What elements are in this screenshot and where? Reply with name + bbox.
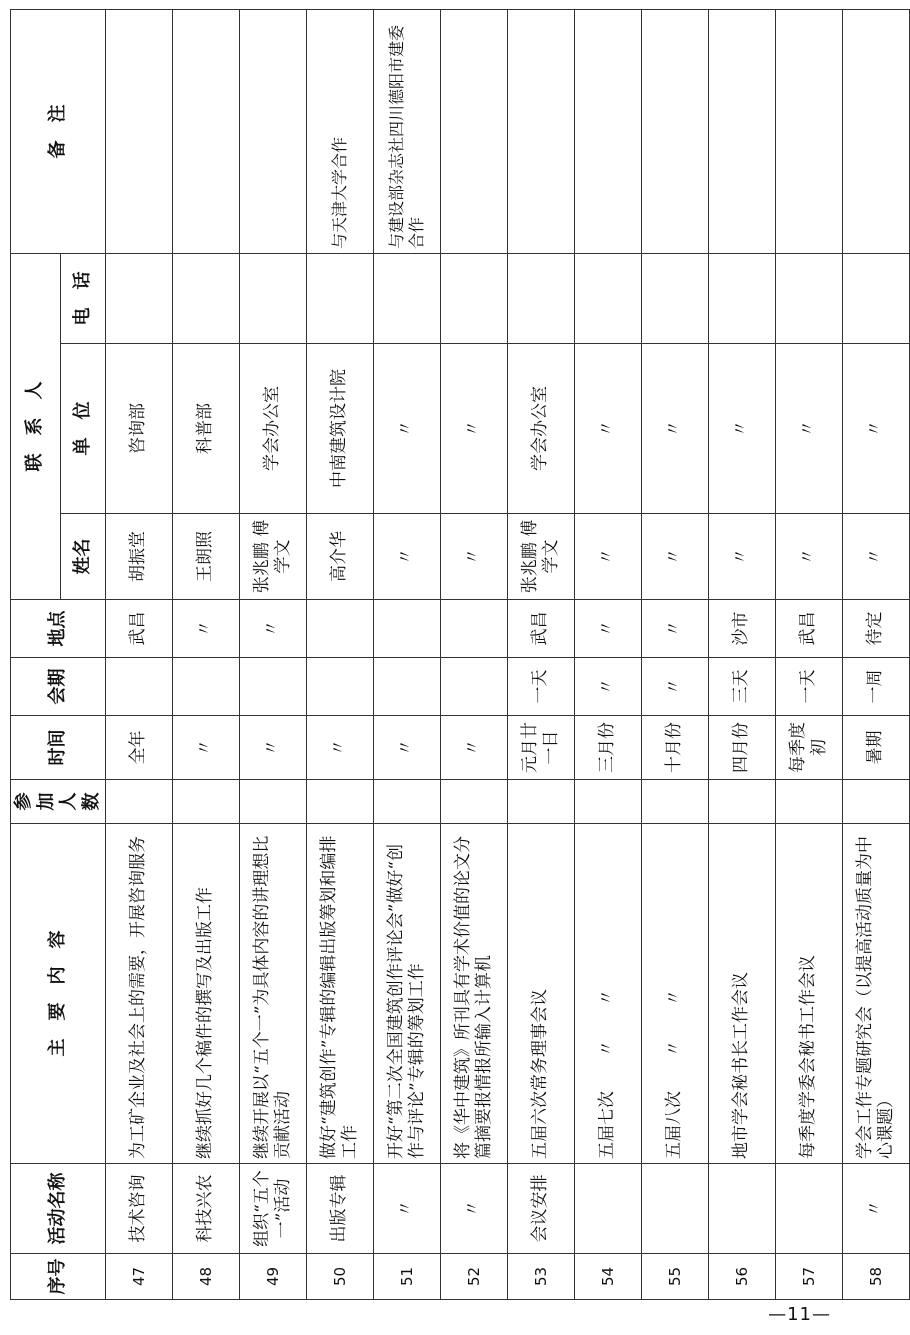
cell-note: 与天津大学合作 — [307, 10, 374, 254]
cell-activity — [642, 1164, 709, 1254]
cell-name: 张兆鹏 傅学文 — [508, 514, 575, 600]
cell-name: 〃 — [441, 514, 508, 600]
header-unit: 单 位 — [60, 344, 105, 514]
header-seq: 序号 — [11, 1254, 106, 1300]
cell-place — [374, 600, 441, 658]
cell-time: 十月份 — [642, 716, 709, 780]
cell-time: 四月份 — [709, 716, 776, 780]
rotated-table-container — [10, 10, 896, 1300]
cell-phone — [173, 254, 240, 344]
cell-phone — [106, 254, 173, 344]
cell-name: 〃 — [575, 514, 642, 600]
cell-seq: 50 — [307, 1254, 374, 1300]
cell-content: 地市学会秘书长工作会议 — [709, 824, 776, 1164]
cell-content: 继续抓好几个稿件的撰写及出版工作 — [173, 824, 240, 1164]
cell-seq: 58 — [843, 1254, 910, 1300]
cell-activity: 出版专辑 — [307, 1164, 374, 1254]
cell-activity — [776, 1164, 843, 1254]
cell-name: 〃 — [374, 514, 441, 600]
cell-participants — [843, 780, 910, 824]
cell-place: 武昌 — [106, 600, 173, 658]
table-row — [106, 10, 173, 1300]
cell-participants — [441, 780, 508, 824]
cell-duration — [441, 658, 508, 716]
cell-participants — [307, 780, 374, 824]
cell-place: 待定 — [843, 600, 910, 658]
table-row — [709, 10, 776, 1300]
cell-seq: 54 — [575, 1254, 642, 1300]
cell-phone — [307, 254, 374, 344]
cell-name: 〃 — [843, 514, 910, 600]
cell-phone — [508, 254, 575, 344]
cell-time: 〃 — [307, 716, 374, 780]
cell-seq: 57 — [776, 1254, 843, 1300]
cell-place: 武昌 — [776, 600, 843, 658]
cell-duration — [173, 658, 240, 716]
cell-note — [240, 10, 307, 254]
header-content: 主 要 内 容 — [11, 824, 106, 1164]
cell-content: 为工矿企业及社会上的需要，开展咨询服务 — [106, 824, 173, 1164]
table-row — [307, 10, 374, 1300]
cell-unit: 〃 — [441, 344, 508, 514]
cell-time: 〃 — [441, 716, 508, 780]
table-row — [240, 10, 307, 1300]
cell-activity: 会议安排 — [508, 1164, 575, 1254]
cell-seq: 48 — [173, 1254, 240, 1300]
cell-time: 〃 — [374, 716, 441, 780]
table-row — [843, 10, 910, 1300]
cell-duration: 一天 — [776, 658, 843, 716]
cell-name: 王朗照 — [173, 514, 240, 600]
cell-phone — [642, 254, 709, 344]
cell-participants — [776, 780, 843, 824]
header-duration: 会期 — [11, 658, 106, 716]
cell-seq: 53 — [508, 1254, 575, 1300]
cell-content: 学会工作专题研究会（以提高活动质量为中心课题） — [843, 824, 910, 1164]
cell-activity: 技术咨询 — [106, 1164, 173, 1254]
cell-time: 三月份 — [575, 716, 642, 780]
cell-participants — [173, 780, 240, 824]
cell-activity: 组织“五个一”活动 — [240, 1164, 307, 1254]
cell-name: 高介华 — [307, 514, 374, 600]
cell-unit: 咨询部 — [106, 344, 173, 514]
cell-duration — [106, 658, 173, 716]
cell-time: 暑期 — [843, 716, 910, 780]
cell-unit: 〃 — [709, 344, 776, 514]
cell-seq: 51 — [374, 1254, 441, 1300]
cell-phone — [240, 254, 307, 344]
cell-phone — [776, 254, 843, 344]
cell-content: 五届七次 〃 〃 — [575, 824, 642, 1164]
header-name: 姓名 — [60, 514, 105, 600]
cell-time: 〃 — [173, 716, 240, 780]
cell-duration: 〃 — [575, 658, 642, 716]
cell-unit: 〃 — [776, 344, 843, 514]
cell-name: 〃 — [709, 514, 776, 600]
header-activity: 活动名称 — [11, 1164, 106, 1254]
cell-name: 胡振堂 — [106, 514, 173, 600]
cell-note — [709, 10, 776, 254]
cell-seq: 47 — [106, 1254, 173, 1300]
cell-activity — [709, 1164, 776, 1254]
cell-seq: 56 — [709, 1254, 776, 1300]
cell-phone — [575, 254, 642, 344]
cell-participants — [106, 780, 173, 824]
cell-note — [642, 10, 709, 254]
cell-place: 沙市 — [709, 600, 776, 658]
cell-participants — [575, 780, 642, 824]
cell-place — [307, 600, 374, 658]
table-row — [441, 10, 508, 1300]
cell-note — [508, 10, 575, 254]
cell-note — [173, 10, 240, 254]
cell-duration: 三天 — [709, 658, 776, 716]
cell-seq: 52 — [441, 1254, 508, 1300]
cell-unit: 科普部 — [173, 344, 240, 514]
cell-note — [575, 10, 642, 254]
cell-unit: 中南建筑设计院 — [307, 344, 374, 514]
cell-phone — [709, 254, 776, 344]
cell-duration: 一天 — [508, 658, 575, 716]
cell-duration — [240, 658, 307, 716]
cell-content: 五届八次 〃 〃 — [642, 824, 709, 1164]
cell-participants — [240, 780, 307, 824]
header-row-1 — [11, 10, 61, 1300]
cell-participants — [642, 780, 709, 824]
cell-unit: 〃 — [575, 344, 642, 514]
header-time: 时间 — [11, 716, 106, 780]
cell-content: 继续开展以“五个一”为具体内容的讲理想比贡献活动 — [240, 824, 307, 1164]
cell-duration — [307, 658, 374, 716]
cell-activity: 〃 — [374, 1164, 441, 1254]
cell-time: 每季度初 — [776, 716, 843, 780]
cell-place: 〃 — [240, 600, 307, 658]
cell-note: 与建设部杂志社四川德阳市建委合作 — [374, 10, 441, 254]
cell-phone — [441, 254, 508, 344]
cell-content: 将《华中建筑》所刊具有学术价值的论文分篇摘要报情报所输入计算机 — [441, 824, 508, 1164]
cell-participants — [709, 780, 776, 824]
cell-seq: 49 — [240, 1254, 307, 1300]
header-contact: 联 系 人 — [11, 254, 61, 600]
table-row — [508, 10, 575, 1300]
cell-note — [843, 10, 910, 254]
table-row — [642, 10, 709, 1300]
cell-participants — [508, 780, 575, 824]
cell-time: 全年 — [106, 716, 173, 780]
cell-time: 〃 — [240, 716, 307, 780]
cell-unit: 〃 — [642, 344, 709, 514]
header-place: 地点 — [11, 600, 106, 658]
cell-unit: 学会办公室 — [240, 344, 307, 514]
cell-note — [106, 10, 173, 254]
cell-name: 张兆鹏 傅学文 — [240, 514, 307, 600]
cell-unit: 〃 — [843, 344, 910, 514]
cell-unit: 〃 — [374, 344, 441, 514]
table-row — [575, 10, 642, 1300]
header-participants: 参加人数 — [11, 780, 106, 824]
page-number: —11— — [768, 1304, 831, 1325]
cell-content: 做好“建筑创作”专辑的编辑出版筹划和编排工作 — [307, 824, 374, 1164]
cell-name: 〃 — [776, 514, 843, 600]
header-note: 备 注 — [11, 10, 106, 254]
header-phone: 电 话 — [60, 254, 105, 344]
cell-note — [776, 10, 843, 254]
activity-plan-table — [10, 9, 910, 1300]
cell-phone — [843, 254, 910, 344]
cell-time: 元月廿一日 — [508, 716, 575, 780]
cell-duration: 〃 — [642, 658, 709, 716]
cell-note — [441, 10, 508, 254]
cell-activity — [575, 1164, 642, 1254]
cell-duration — [374, 658, 441, 716]
cell-content: 开好“第二次全国建筑创作评论会”做好“创作与评论”专辑的筹划工作 — [374, 824, 441, 1164]
table-row — [374, 10, 441, 1300]
cell-phone — [374, 254, 441, 344]
cell-seq: 55 — [642, 1254, 709, 1300]
cell-place: 〃 — [173, 600, 240, 658]
cell-place: 武昌 — [508, 600, 575, 658]
cell-content: 五届六次常务理事会议 — [508, 824, 575, 1164]
cell-unit: 学会办公室 — [508, 344, 575, 514]
cell-activity: 〃 — [843, 1164, 910, 1254]
cell-activity: 科技兴农 — [173, 1164, 240, 1254]
cell-activity: 〃 — [441, 1164, 508, 1254]
cell-place — [441, 600, 508, 658]
cell-place: 〃 — [642, 600, 709, 658]
cell-duration: 一周 — [843, 658, 910, 716]
cell-place: 〃 — [575, 600, 642, 658]
cell-participants — [374, 780, 441, 824]
cell-name: 〃 — [642, 514, 709, 600]
table-row — [776, 10, 843, 1300]
table-row — [173, 10, 240, 1300]
cell-content: 每季度学委会秘书工作会议 — [776, 824, 843, 1164]
